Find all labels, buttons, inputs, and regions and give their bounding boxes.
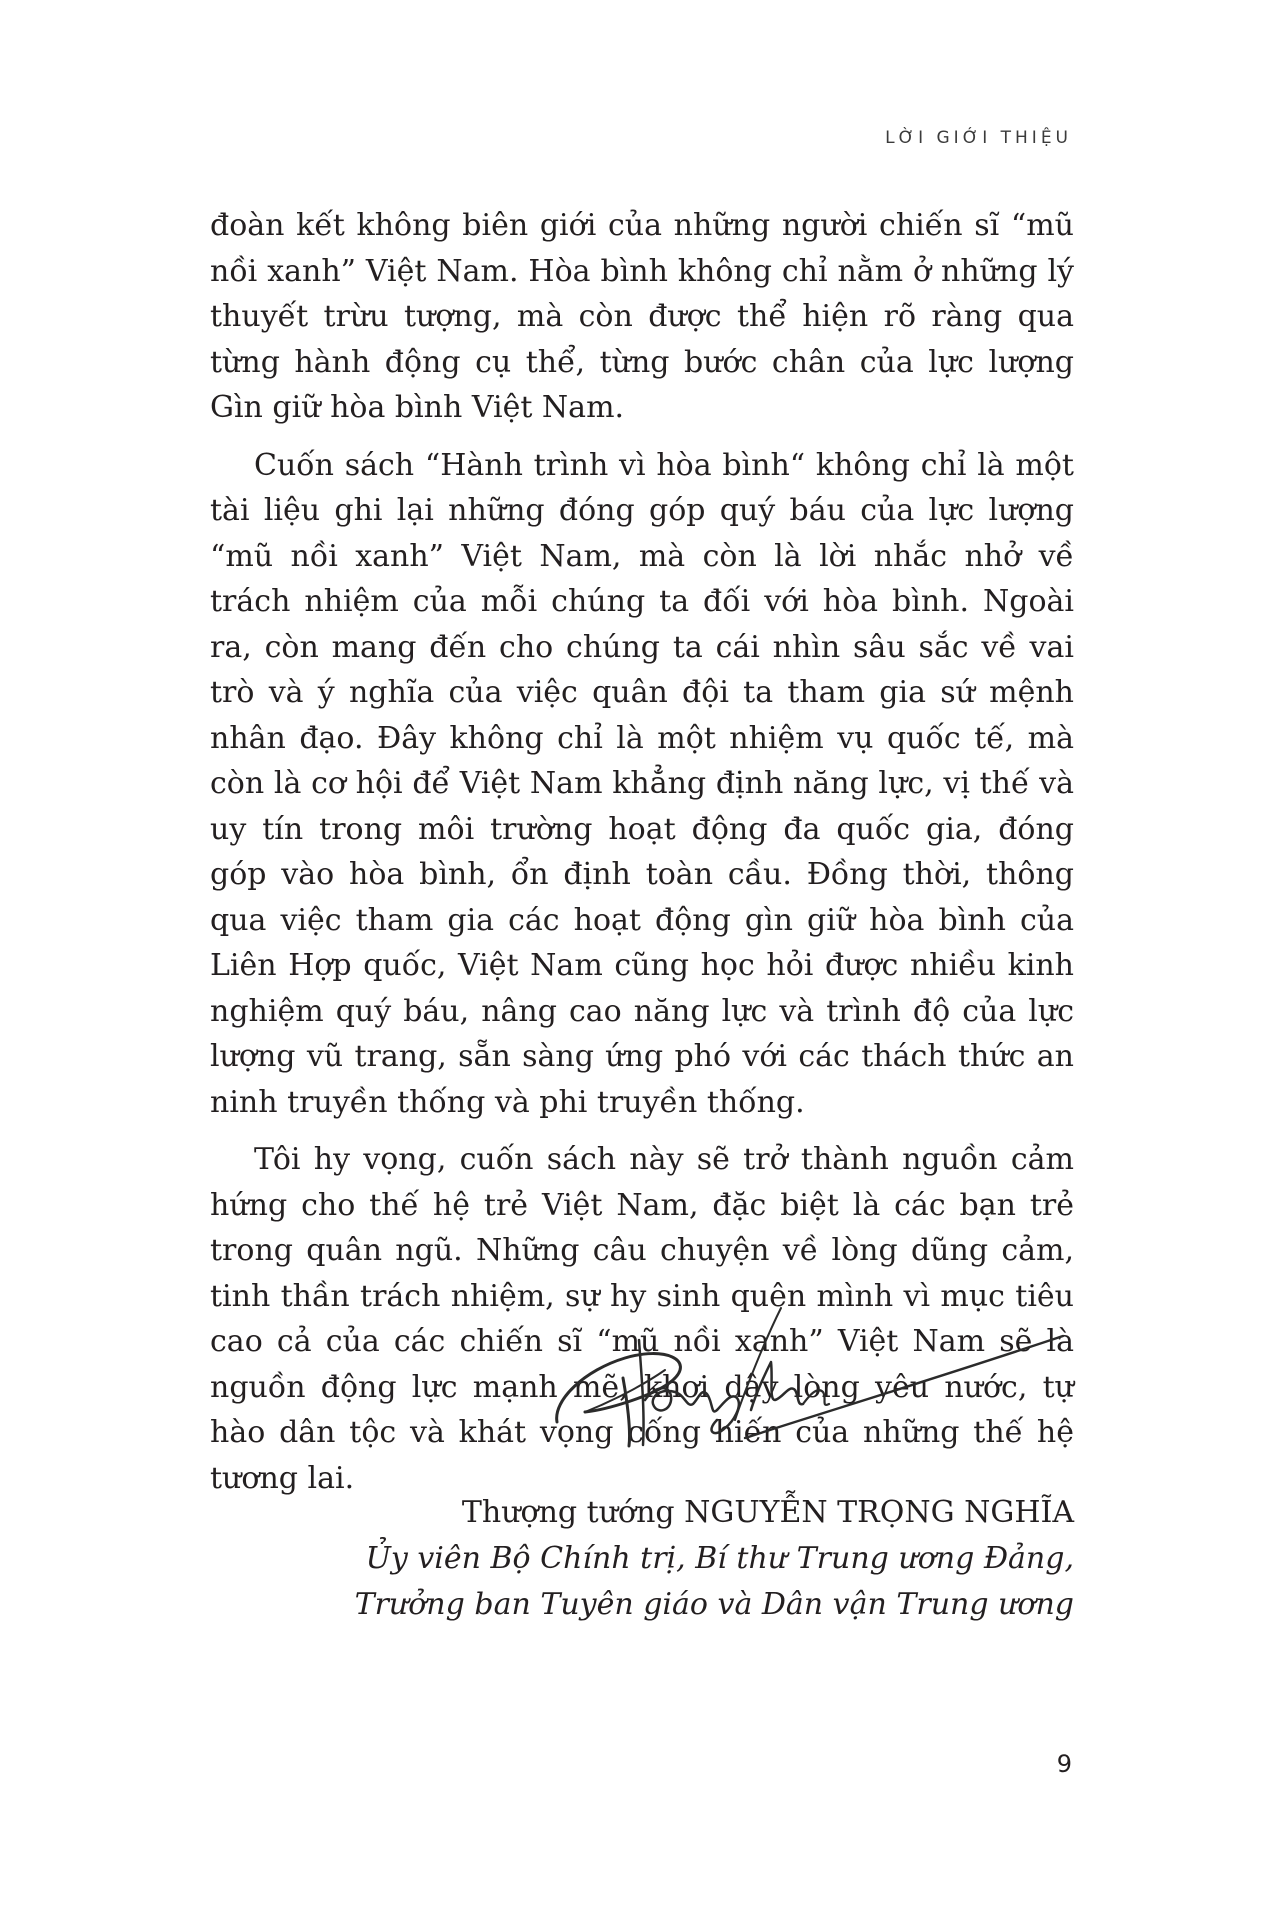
signature-drawing bbox=[545, 1300, 1065, 1450]
paragraph-3: Tôi hy vọng, cuốn sách này sẽ trở thành nguồn cảm hứng cho thế hệ trẻ Việt Nam, đặc biệt là các bạn trẻ trong quân ngũ. Những câu chuyện về lòng dũng cảm, tinh thần trách nhiệm, sự hy sinh quên mình vì mục tiêu cao cả của các chiến sĩ “mũ nồi xanh” Việt Nam sẽ là nguồn động lực mạnh mẽ, khơi dậy lòng yêu nước, tự hào dân tộc và khát vọng cống hiến của những thế hệ tương lai. bbox=[210, 1142, 1074, 1496]
handwritten-signature bbox=[545, 1300, 1065, 1450]
author-role-line-2: Trưởng ban Tuyên giáo và Dân vận Trung ương bbox=[354, 1587, 1074, 1622]
author-block bbox=[355, 1490, 1074, 1628]
author-role-line-1: Ủy viên Bộ Chính trị, Bí thư Trung ương Đảng, bbox=[365, 1541, 1074, 1576]
paragraph-1: đoàn kết không biên giới của những người chiến sĩ “mũ nồi xanh” Việt Nam. Hòa bình không chỉ nằm ở những lý thuyết trừu tượng, mà còn được thể hiện rõ ràng qua từng hành động cụ thể, từng bước chân của lực lượng Gìn giữ hòa bình Việt Nam. bbox=[210, 208, 1074, 425]
author-name: Thượng tướng NGUYỄN TRỌNG NGHĨA bbox=[461, 1495, 1074, 1530]
paragraph-2: Cuốn sách “Hành trình vì hòa bình“ không chỉ là một tài liệu ghi lại những đóng góp quý báu của lực lượng “mũ nồi xanh” Việt Nam, mà còn là lời nhắc nhở về trách nhiệm của mỗi chúng ta đối với hòa bình. Ngoài ra, còn mang đến cho chúng ta cái nhìn sâu sắc về vai trò và ý nghĩa của việc quân đội ta tham gia sứ mệnh nhân đạo. Đây không chỉ là một nhiệm vụ quốc tế, mà còn là cơ hội để Việt Nam khẳng định năng lực, vị thế và uy tín trong môi trường hoạt động đa quốc gia, đóng góp vào hòa bình, ổn định toàn cầu. Đồng thời, thông qua việc tham gia các hoạt động gìn giữ hòa bình của Liên Hợp quốc, Việt Nam cũng học hỏi được nhiều kinh nghiệm quý báu, nâng cao năng lực và trình độ của lực lượng vũ trang, sẵn sàng ứng phó với các thách thức an ninh truyền thống và phi truyền thống. bbox=[210, 447, 1074, 1120]
running-title: LỜI GIỚI THIỆU bbox=[885, 128, 1072, 148]
page-number: 9 bbox=[1056, 1750, 1072, 1778]
